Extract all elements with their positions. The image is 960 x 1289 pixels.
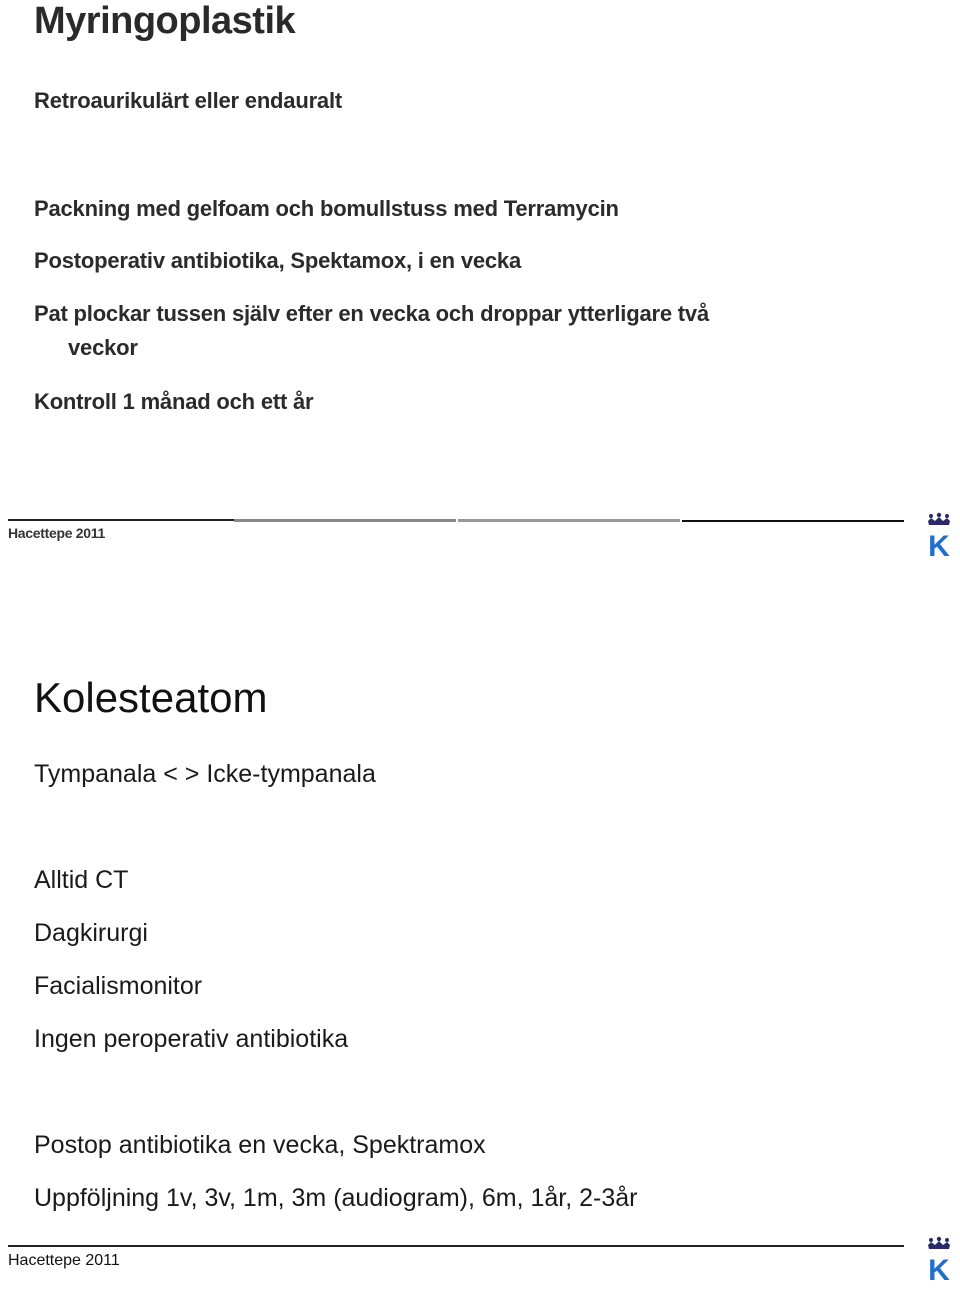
slide-text-line: Packning med gelfoam och bomullstuss med Terramycin bbox=[34, 196, 619, 221]
slide-text-line: Pat plockar tussen själv efter en vecka och droppar ytterligare två bbox=[34, 301, 709, 326]
slide-text-line: Tympanala < > Icke-tympanala bbox=[34, 760, 376, 788]
crown-k-logo-icon bbox=[919, 512, 959, 560]
slide-text-line: Uppföljning 1v, 3v, 1m, 3m (audiogram), 6m, 1år, 2-3år bbox=[34, 1184, 638, 1212]
slide-text-line: veckor bbox=[68, 335, 138, 360]
slide-title: Myringoplastik bbox=[34, 0, 296, 42]
slide-kolesteatom bbox=[0, 640, 960, 1287]
slide-text-line: Alltid CT bbox=[34, 866, 129, 894]
slide-text-line: Retroaurikulärt eller endauralt bbox=[34, 88, 343, 113]
footer-divider bbox=[8, 519, 234, 521]
svg-text:K: K bbox=[928, 530, 950, 560]
slide-text-line: Postop antibiotika en vecka, Spektramox bbox=[34, 1131, 486, 1159]
footer-divider bbox=[458, 519, 680, 522]
footer-divider bbox=[682, 520, 904, 522]
logo bbox=[919, 1236, 959, 1284]
crown-k-logo-icon bbox=[919, 1236, 959, 1284]
slide-title: Kolesteatom bbox=[34, 674, 268, 721]
slide-text-line: Ingen peroperativ antibiotika bbox=[34, 1025, 349, 1053]
slide-text-line: Postoperativ antibiotika, Spektamox, i en vecka bbox=[34, 248, 521, 273]
slide-text-line: Dagkirurgi bbox=[34, 919, 148, 947]
footer-divider bbox=[8, 1245, 904, 1247]
footer-text: Hacettepe 2011 bbox=[8, 525, 105, 541]
slide-text-line: Facialismonitor bbox=[34, 972, 203, 1000]
footer-text: Hacettepe 2011 bbox=[8, 1252, 120, 1269]
logo bbox=[919, 512, 959, 560]
slide-text-line: Kontroll 1 månad och ett år bbox=[34, 389, 314, 414]
svg-text:K: K bbox=[928, 1254, 950, 1284]
slide-myringoplastik bbox=[0, 0, 960, 570]
footer-divider bbox=[234, 519, 456, 522]
